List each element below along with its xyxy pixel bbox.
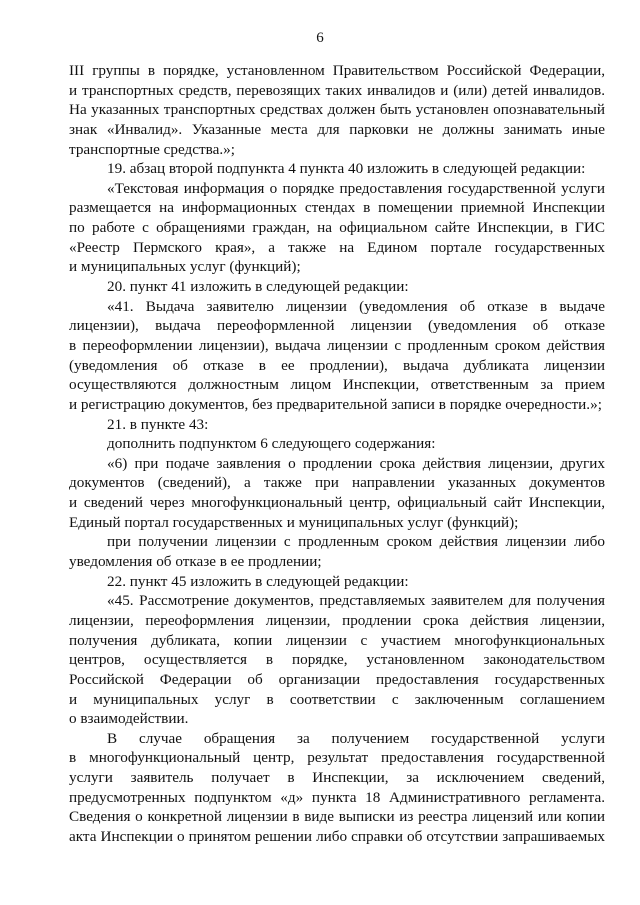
text-line: III группы в порядке, установленном Правительством Российской Федерации, [69, 62, 605, 79]
text-line: «41. Выдача заявителю лицензии (уведомления об отказе в выдаче [107, 297, 605, 315]
text-line: «45. Рассмотрение документов, представляемых заявителем для получения [107, 592, 605, 610]
text-line: 22. пункт 45 изложить в следующей редакции: [107, 572, 409, 590]
text-line: и транспортных средств, перевозящих таких инвалидов и (или) детей инвалидов. [69, 81, 605, 99]
text-line: дополнить подпунктом 6 следующего содержания: [107, 435, 436, 453]
text-line: и сведений через многофункциональный центр, официальный сайт Инспекции, [69, 494, 605, 512]
text-line: лицензии, переоформления лицензии, продлении срока действия лицензии, [69, 611, 605, 629]
text-line: документов (сведений), а также при направлении указанных документов [69, 474, 605, 492]
text-line: услуги заявитель получает в Инспекции, за исключением сведений, [69, 769, 605, 787]
text-line: В случае обращения за получением государственной услуги [107, 729, 605, 747]
text-line: Сведения о конкретной лицензии в виде выписки из реестра лицензий или копии [69, 808, 605, 826]
text-line: и муниципальных услуг в соответствии с заключенным соглашением [69, 690, 605, 708]
page-number: 6 [316, 30, 324, 46]
text-line: 20. пункт 41 изложить в следующей редакции: [107, 278, 409, 296]
text-line: акта Инспекции о принятом решении либо справки об отсутствии запрашиваемых [69, 827, 605, 845]
text-line: в переоформлении лицензии), выдача лицензии с продленным сроком действия [69, 336, 605, 354]
text-line: транспортные средства.»; [69, 140, 235, 158]
text-line: центров, осуществляется в порядке, установленном законодательством [69, 651, 605, 669]
text-line: На указанных транспортных средствах должен быть установлен опознавательный [69, 101, 605, 119]
text-line: уведомления об отказе в ее продлении; [69, 553, 322, 571]
text-line: и муниципальных услуг (функций); [69, 258, 301, 276]
text-line: знак «Инвалид». Указанные места для парковки не должны занимать иные [69, 120, 605, 138]
text-line: «Реестр Пермского края», а также на Едином портале государственных [69, 238, 605, 256]
document-body [69, 61, 605, 847]
text-line: и регистрацию документов, без предварительной записи в порядке очередности.»; [69, 395, 602, 413]
text-line: 19. абзац второй подпункта 4 пункта 40 изложить в следующей редакции: [107, 160, 586, 178]
text-line: 21. в пункте 43: [107, 415, 209, 433]
text-line: «6) при подаче заявления о продлении срока действия лицензии, других [107, 454, 605, 472]
text-line: Единый портал государственных и муниципальных услуг (функций); [69, 513, 519, 531]
text-line: о взаимодействии. [69, 710, 189, 728]
text-line: предусмотренных подпунктом «д» пункта 18 Административного регламента. [69, 788, 605, 806]
text-line: получения дубликата, копии лицензии с участием многофункциональных [69, 631, 605, 649]
text-line: по работе с обращениями граждан, на официальном сайте Инспекции, в ГИС [69, 219, 605, 237]
text-line: размещается на информационных стендах в помещении приемной Инспекции [69, 199, 605, 217]
text-line: Российской Федерации об организации предоставления государственных [69, 670, 605, 688]
text-line: при получении лицензии с продленным сроком действия лицензии либо [107, 533, 605, 551]
text-line: «Текстовая информация о порядке предоставления государственной услуги [107, 179, 605, 197]
text-line: в многофункциональный центр, результат предоставления государственной [69, 749, 605, 767]
text-line: осуществляются должностным лицом Инспекции, ответственным за прием [69, 376, 605, 394]
text-line: (уведомления об отказе в ее продлении), выдача дубликата лицензии [69, 356, 605, 374]
text-line: лицензии), выдача переоформленной лицензии (уведомления об отказе [69, 317, 605, 335]
